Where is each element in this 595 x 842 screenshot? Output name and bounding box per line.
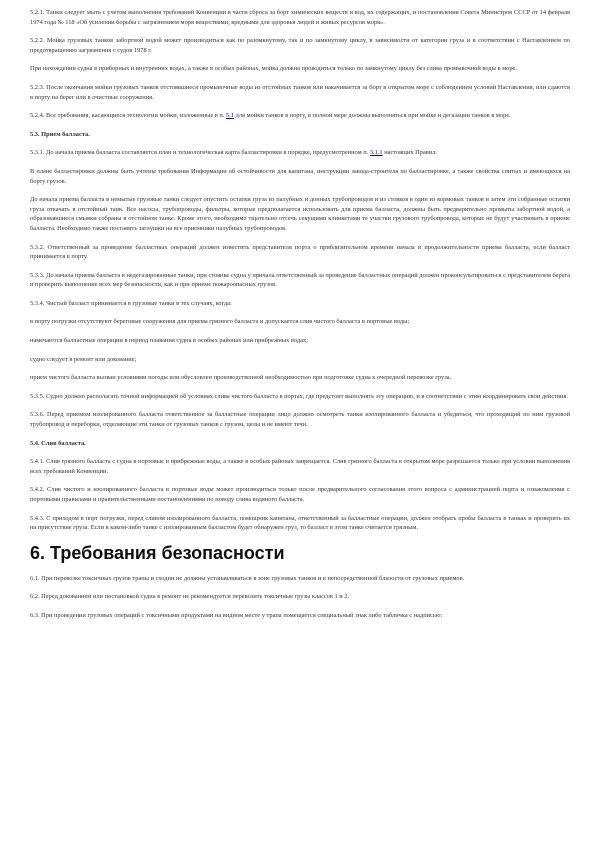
paragraph-5-2-2: 5.2.2. Мойка грузовых танков забортной водой может производиться как по разомкнутому, так и по замкнутому циклу, в зависимости от категории груза и в соответствии с Наставлением по предотвращению загрязнения с судов 1978 г.: [30, 37, 570, 54]
reference-link-3-1-1[interactable]: 3.1.1: [369, 149, 383, 157]
paragraph-ballast-preparation: До начала приема балласта в немытые грузовые танки следует опустить остатки груза из палубных и донных трубопроводов и из стояков в один из кормовых танков и затем эти собранные остатки груза откачать в отстойный танк. Все насосы, трубопроводы, фильтры, которые предполагается использовать для приема балласта, должны быть предварительно промыты забортной водой, а образовавшиеся смывки собраны в отстойном танке. Кроме этого, необходимо тщательно отсечь секущими клинкетами те участки грузового трубопровода, которые не будут участвовать в приеме балласта. Необходимо также поставить заглушки на все приемники палубных трубопроводов.: [30, 196, 570, 232]
list-item-weather: прием чистого балласта вызван условиями погоды или обусловлен производственной необходимостью при подготовке судна к очередной перевозке груза.: [30, 374, 452, 382]
paragraph-6-3: 6.3. При проведении грузовых операций с токсичными продуктами на видном месте у трапа помещается специальный знак либо табличка с надписью:: [30, 611, 443, 619]
document-page: [30, 8, 570, 630]
subsection-heading-5-4: 5.4. Слив балласта.: [30, 439, 86, 447]
paragraph-5-4-3: 5.4.3. С приходом в порт погрузки, перед сливом изолированного балласта, помощник капитана, ответственный за балластные операции, должен отобрать пробы балласта в танках и проверить их на присутствие груза. Если в каком-либо танке с изолированным балластом будет обнаружен груз, то балласт в этом танке считается грязным.: [30, 514, 570, 532]
paragraph-5-2-3: 5.2.3. После окончания мойки грузовых танков отстоявшиеся промывочные воды из отстойных танков или накачивается за борт в открытом море с соблюдением условий Наставления, или сдаются в порту на берег или в очистные сооружения.: [30, 83, 570, 101]
paragraph-5-3-6: 5.3.6. Перед приемом изолированного балласта ответственное за балластные операции лицо должно осмотреть танки изолированного балласта и убедиться, что проходящий по ним грузовой трубопровод и переборки, отделяющие эти танки от грузовых танков с грузом, целы и не имеют течи.: [30, 411, 570, 429]
paragraph-6-2: 6.2. Перед докованием или постановкой судна в ремонт не рекомендуется перевозить токсичные грузы классов 1 и 2.: [30, 593, 350, 601]
paragraph-5-2-4-text-start: 5.2.4. Все требования, касающиеся технологии мойки, изложенные в п.: [30, 112, 226, 120]
subsection-heading-5-3: 5.3. Прием балласта.: [30, 130, 90, 138]
paragraph-5-3-2: 5.3.2. Ответственный за проведение балластных операций должен известить представителя порта о приблизительном времени начала и продолжительности приема балласта, если балласт принимается в порту.: [30, 243, 570, 261]
paragraph-6-1: 6.1. При перевозке токсичных грузов трапы и сходни не должны устанавливаться в зоне грузовых танков и в непосредственной близости от грузовых приемов.: [30, 574, 465, 582]
paragraph-5-3-1: [30, 148, 570, 158]
paragraph-ballast-plan: В плане балластировки должны быть учтены требования Информации об остойчивости для капитана, инструкции завода-строителя по балластировке, а также свойства спитых и имеющихся на борту грузов.: [30, 167, 570, 185]
paragraph-5-3-3: 5.3.3. До начала приема балласта в недегазированные танки, при стоянке судна у причала ответственный за проведение балластных операций должен проконсультироваться с представителем берега и проверить выполнение всех мер безопасности, как и при приеме пожароопасных грузов.: [30, 271, 570, 289]
paragraph-5-3-1-text-end: настоящих Правил.: [382, 149, 438, 157]
paragraph-5-3-5: 5.3.5. Судно должно располагать точной информацией об условиях слива чистого балласта в портах, где предстоит выполнять эту операцию, и в соответствии с этим координировать свои действия.: [30, 392, 568, 400]
paragraph-5-2-4: [30, 111, 570, 121]
section-heading-6: 6. Требования безопасности: [30, 542, 285, 563]
paragraph-5-3-4: 5.3.4. Чистый балласт принимается в грузовые танки в тех случаях, когда:: [30, 299, 232, 307]
paragraph-5-4-1: 5.4.1. Слив грязного балласта с судна в портовые и прибрежные воды, а также в особых районах запрещается. Слив грязного балласта в открытом море разрешается только при условии выполнения всех требований Конвенции.: [30, 458, 570, 475]
paragraph-closed-cycle: При нахождении судна в приборных и внутренних водах, а также в особых районах, мойка должна проводиться только по замкнутому циклу без слива промывочной воды в море.: [30, 65, 517, 73]
paragraph-5-2-4-text-end: для мойки танков в порту, в полной мере должны выполняться при мойке и дегазации танков в море.: [234, 112, 511, 120]
paragraph-5-4-2: 5.4.2. Слив чистого и изолированного балласта в портовые воды может производиться только после предварительного согласования этого вопроса с администрацией порта и ознакомления с портовыми правилами и правительственными постановлениями по поводу слива водяного балласта.: [30, 486, 570, 503]
paragraph-5-2-1: 5.2.1. Танки следует мыть с учетом выполнения требований Конвенции в части сброса за борт химических веществ и вод, их содержащих, и постановления Совета Министров СССР от 14 февраля 1974 года № 118 «Об усилении борьбы с загрязнением моря веществами, вредными для здоровья людей и живых ресурсов моря».: [30, 9, 570, 26]
list-item-special-areas: намечаются балластные операции в период плавания судна в особых районах или прибрежных водах;: [30, 337, 308, 345]
reference-link-5-1[interactable]: 5.1: [226, 112, 234, 120]
paragraph-5-3-1-text-start: 5.3.1. До начала приема балласта составляется план и технологическая карта балластировки в порядке, предусмотренном п.: [30, 149, 370, 157]
list-item-no-shore-facilities: в порту погрузки отсутствуют береговые сооружения для приема грязного балласта и допускается слив чистого балласта в портовые воды;: [30, 318, 410, 326]
list-item-repair-docking: судно следует в ремонт или докование;: [30, 355, 137, 363]
